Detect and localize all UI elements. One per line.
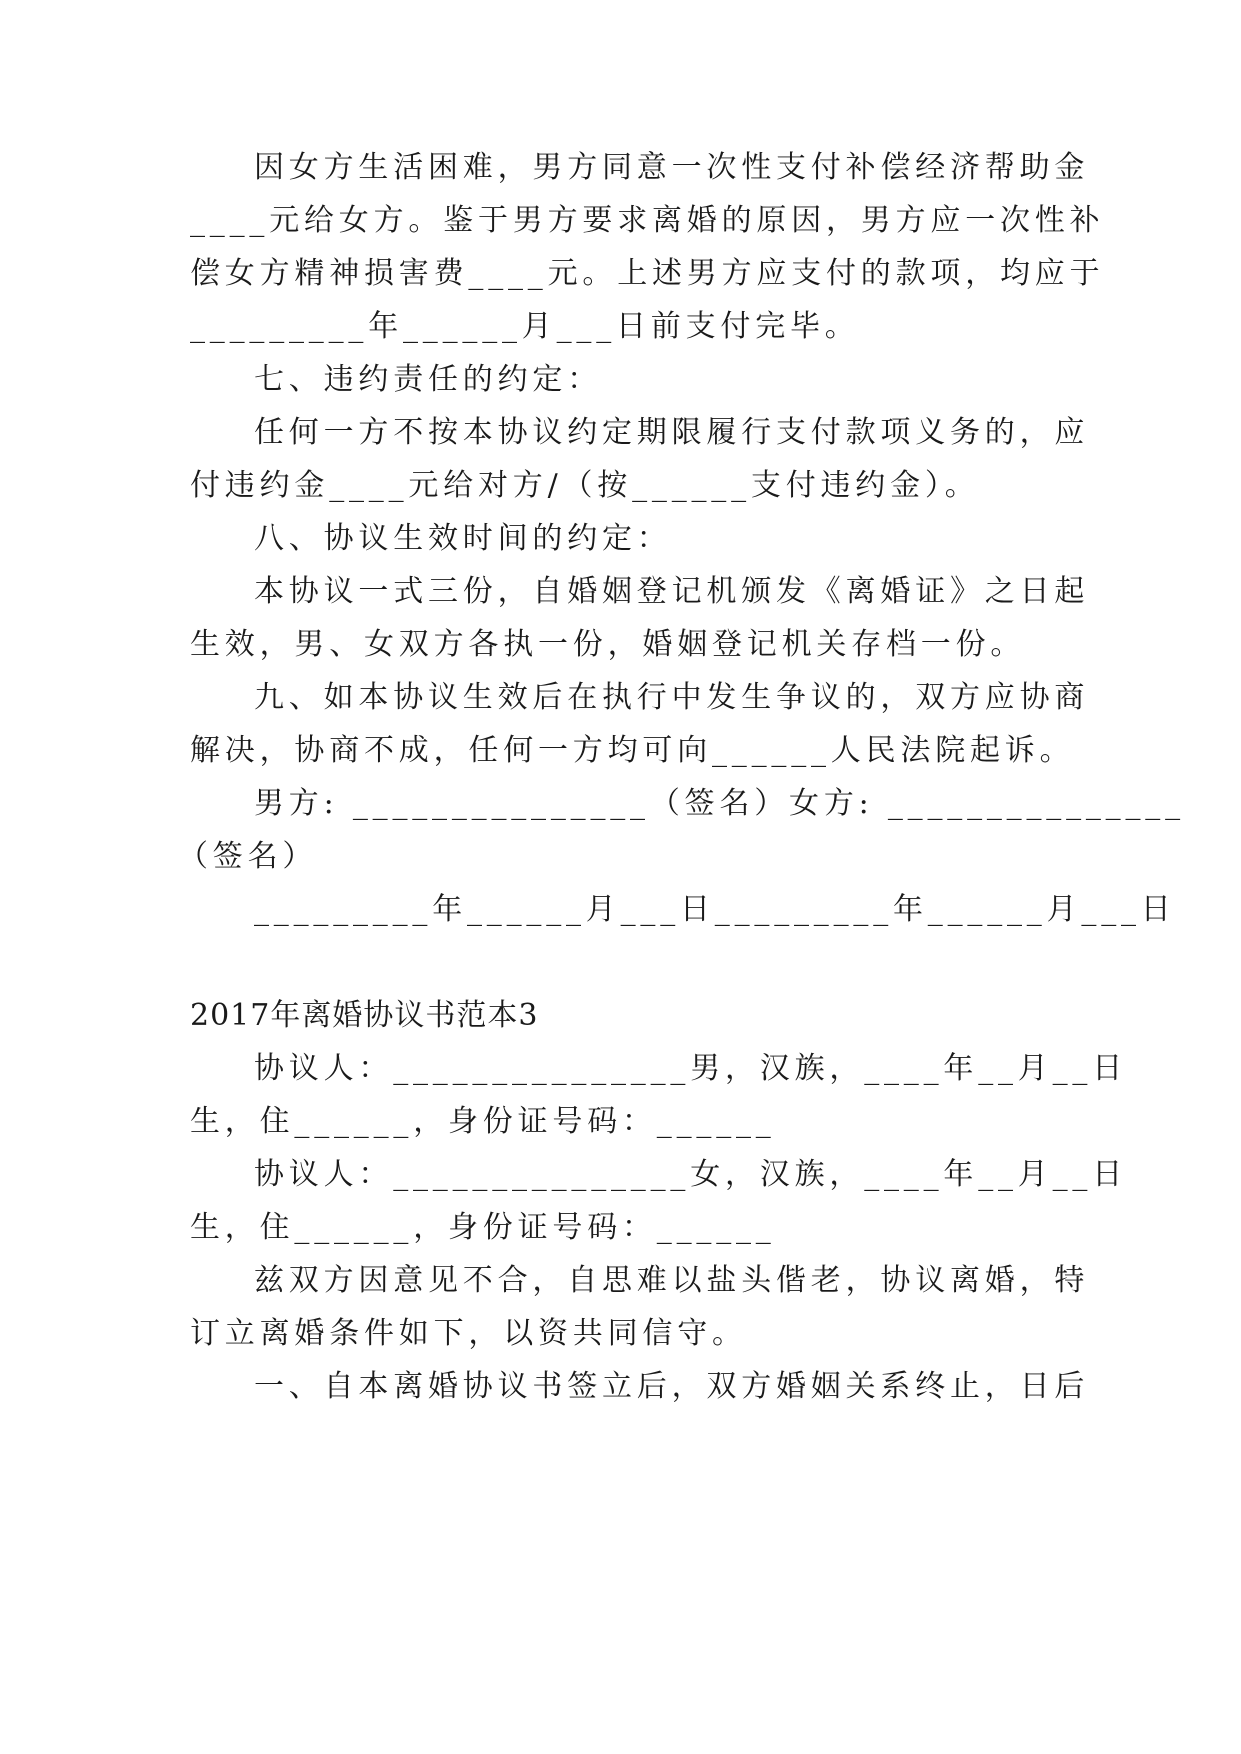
paragraph-line: 兹双方因意见不合，自思难以盐头偕老，协议离婚，特 [254,1263,1090,1298]
paragraph-line: _________年______月___日前支付完毕。 [190,309,860,344]
paragraph-line: 订立离婚条件如下，以资共同信守。 [190,1316,747,1351]
paragraph-line: 解决，协商不成，任何一方均可向______人民法院起诉。 [190,733,1075,768]
party-line: 生，住______，身份证号码：______ [190,1210,776,1245]
signature-line: （签名） [178,839,318,874]
paragraph-line: 偿女方精神损害费____元。上述男方应支付的款项，均应于 [190,256,1105,291]
paragraph-line: 一、自本离婚协议书签立后，双方婚姻关系终止，日后 [254,1369,1090,1404]
party-line: 协议人：_______________女，汉族，____年__月__日 [254,1157,1127,1192]
paragraph-line: 因女方生活困难，男方同意一次性支付补偿经济帮助金 [254,150,1090,185]
paragraph-line: 付违约金____元给对方/（按______支付违约金）。 [190,468,980,503]
signature-line: 男方: _______________（签名）女方: _______________ [254,786,1185,821]
paragraph-line: 生效，男、女双方各执一份，婚姻登记机关存档一份。 [190,627,1026,662]
section-heading-9: 九、如本协议生效后在执行中发生争议的，双方应协商 [254,680,1090,715]
section-heading-7: 七、违约责任的约定： [254,362,602,397]
section-heading-8: 八、协议生效时间的约定： [254,521,672,556]
paragraph-line: 本协议一式三份，自婚姻登记机颁发《离婚证》之日起 [254,574,1090,609]
date-line: _________年______月___日_________年______月___日 [254,892,1176,927]
party-line: 协议人：_______________男，汉族，____年__月__日 [254,1051,1127,1086]
paragraph-line: ____元给女方。鉴于男方要求离婚的原因，男方应一次性补 [190,203,1105,238]
party-line: 生，住______，身份证号码：______ [190,1104,776,1139]
section-title: 2017年离婚协议书范本3 [190,998,539,1033]
paragraph-line: 任何一方不按本协议约定期限履行支付款项义务的，应 [254,415,1090,450]
